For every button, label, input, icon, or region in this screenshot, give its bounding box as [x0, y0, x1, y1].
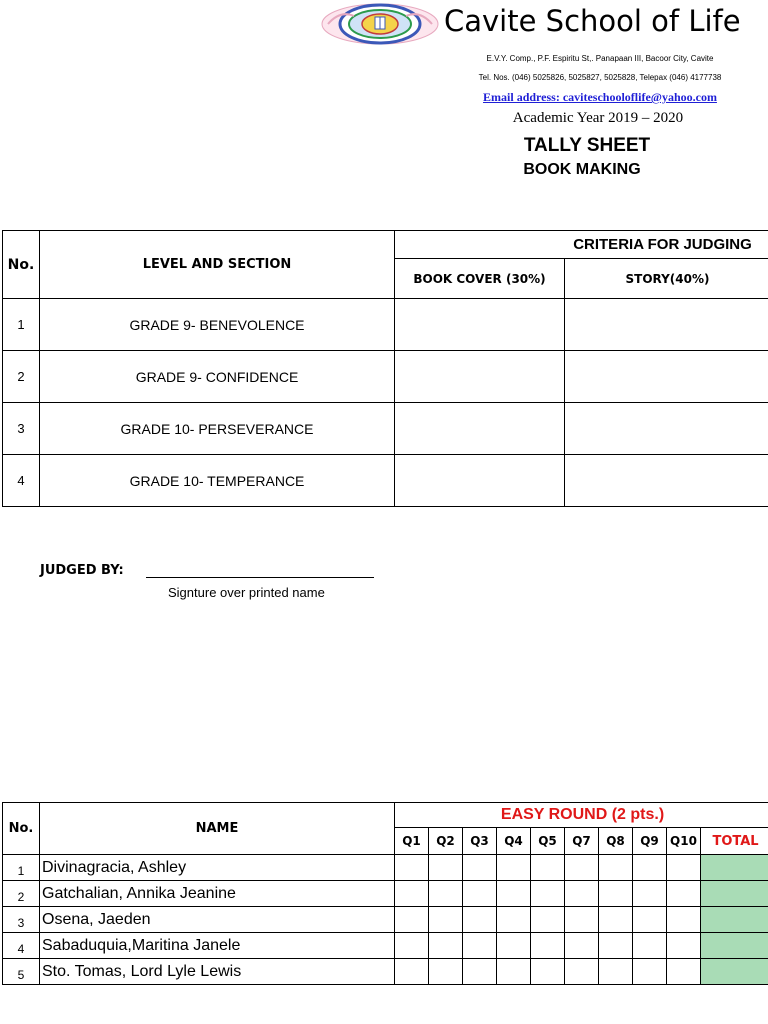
score-cell[interactable] — [497, 933, 531, 959]
criteria-table — [2, 230, 768, 507]
row-number: 4 — [3, 933, 40, 959]
score-cell[interactable] — [497, 907, 531, 933]
col-header-no: No. — [3, 231, 40, 299]
score-cell[interactable] — [463, 933, 497, 959]
row-section: GRADE 9- BENEVOLENCE — [40, 299, 395, 351]
col-header-q2: Q2 — [429, 828, 463, 855]
row-number: 4 — [3, 455, 40, 507]
total-cell[interactable] — [701, 959, 768, 985]
score-cell[interactable] — [633, 881, 667, 907]
col-header-q5: Q5 — [531, 828, 565, 855]
total-cell[interactable] — [701, 933, 768, 959]
score-cell[interactable] — [667, 959, 701, 985]
table-row — [3, 299, 768, 351]
table-row — [3, 959, 768, 985]
score-cell[interactable] — [531, 959, 565, 985]
score-cell[interactable] — [429, 881, 463, 907]
sheet-title: TALLY SHEET — [523, 135, 651, 156]
score-cell[interactable] — [463, 959, 497, 985]
col-header-book-cover: BOOK COVER (30%) — [395, 259, 565, 299]
score-cell[interactable] — [463, 855, 497, 881]
score-cell[interactable] — [565, 881, 599, 907]
score-cell[interactable] — [667, 881, 701, 907]
score-cell[interactable] — [531, 855, 565, 881]
row-number: 3 — [3, 403, 40, 455]
book-cover-score-cell[interactable] — [395, 299, 565, 351]
score-cell[interactable] — [429, 907, 463, 933]
score-cell[interactable] — [463, 881, 497, 907]
email-link[interactable]: Email address: caviteschooloflife@yahoo.com — [483, 90, 717, 104]
criteria-header: CRITERIA FOR JUDGING — [395, 231, 768, 259]
score-cell[interactable] — [599, 881, 633, 907]
score-cell[interactable] — [531, 881, 565, 907]
contestant-name: Sabaduquia,Maritina Janele — [40, 933, 395, 959]
sheet-subtitle: BOOK MAKING — [523, 161, 641, 178]
row-number: 2 — [3, 881, 40, 907]
school-telephone: Tel. Nos. (046) 5025826, 5025827, 5025828, Telepax (046) 4177738 — [478, 73, 722, 82]
col-header-q7: Q7 — [565, 828, 599, 855]
story-score-cell[interactable] — [565, 299, 768, 351]
easy-round-header: EASY ROUND (2 pts.) — [395, 803, 768, 828]
score-cell[interactable] — [565, 959, 599, 985]
col-header-q8: Q8 — [599, 828, 633, 855]
col-header-q1: Q1 — [395, 828, 429, 855]
row-number: 5 — [3, 959, 40, 985]
easy-round-table — [2, 802, 768, 985]
table-row — [3, 933, 768, 959]
row-section: GRADE 10- PERSEVERANCE — [40, 403, 395, 455]
table-row — [3, 403, 768, 455]
score-cell[interactable] — [633, 959, 667, 985]
table-row — [3, 881, 768, 907]
table-row — [3, 855, 768, 881]
row-section: GRADE 10- TEMPERANCE — [40, 455, 395, 507]
score-cell[interactable] — [599, 907, 633, 933]
row-number: 1 — [3, 855, 40, 881]
score-cell[interactable] — [429, 933, 463, 959]
score-cell[interactable] — [565, 855, 599, 881]
score-cell[interactable] — [599, 933, 633, 959]
score-cell[interactable] — [395, 907, 429, 933]
col-header-name: NAME — [40, 803, 395, 855]
score-cell[interactable] — [667, 855, 701, 881]
score-cell[interactable] — [429, 855, 463, 881]
score-cell[interactable] — [531, 907, 565, 933]
score-cell[interactable] — [565, 907, 599, 933]
score-cell[interactable] — [599, 959, 633, 985]
score-cell[interactable] — [395, 855, 429, 881]
signature-caption: Signture over printed name — [168, 585, 325, 600]
col-header-q4: Q4 — [497, 828, 531, 855]
score-cell[interactable] — [395, 959, 429, 985]
contestant-name: Gatchalian, Annika Jeanine — [40, 881, 395, 907]
table-row — [3, 455, 768, 507]
story-score-cell[interactable] — [565, 351, 768, 403]
col-header-no: No. — [3, 803, 40, 855]
total-cell[interactable] — [701, 907, 768, 933]
school-logo-icon — [320, 2, 440, 46]
book-cover-score-cell[interactable] — [395, 455, 565, 507]
score-cell[interactable] — [599, 855, 633, 881]
score-cell[interactable] — [667, 907, 701, 933]
row-number: 1 — [3, 299, 40, 351]
school-name: Cavite School of Life — [444, 4, 741, 38]
col-header-story: STORY(40%) — [565, 259, 768, 299]
col-header-q9: Q9 — [633, 828, 667, 855]
score-cell[interactable] — [667, 933, 701, 959]
col-header-level-section: LEVEL AND SECTION — [40, 231, 395, 299]
academic-year: Academic Year 2019 – 2020 — [512, 110, 684, 126]
col-header-total: TOTAL — [701, 828, 768, 855]
score-cell[interactable] — [463, 907, 497, 933]
judged-by-label: JUDGED BY: — [40, 563, 124, 578]
contestant-name: Sto. Tomas, Lord Lyle Lewis — [40, 959, 395, 985]
score-cell[interactable] — [497, 959, 531, 985]
row-number: 3 — [3, 907, 40, 933]
school-address: E.V.Y. Comp., P.F. Espiritu St,. Panapaan III, Bacoor City, Cavite — [486, 54, 714, 63]
table-row — [3, 351, 768, 403]
contestant-name: Divinagracia, Ashley — [40, 855, 395, 881]
col-header-q10: Q10 — [667, 828, 701, 855]
story-score-cell[interactable] — [565, 403, 768, 455]
score-cell[interactable] — [633, 907, 667, 933]
score-cell[interactable] — [497, 881, 531, 907]
score-cell[interactable] — [497, 855, 531, 881]
book-cover-score-cell[interactable] — [395, 351, 565, 403]
score-cell[interactable] — [395, 881, 429, 907]
score-cell[interactable] — [633, 933, 667, 959]
signature-line[interactable] — [146, 577, 374, 578]
score-cell[interactable] — [633, 855, 667, 881]
score-cell[interactable] — [531, 933, 565, 959]
score-cell[interactable] — [429, 959, 463, 985]
total-cell[interactable] — [701, 881, 768, 907]
score-cell[interactable] — [395, 933, 429, 959]
table-row — [3, 907, 768, 933]
contestant-name: Osena, Jaeden — [40, 907, 395, 933]
row-number: 2 — [3, 351, 40, 403]
col-header-q3: Q3 — [463, 828, 497, 855]
row-section: GRADE 9- CONFIDENCE — [40, 351, 395, 403]
book-cover-score-cell[interactable] — [395, 403, 565, 455]
story-score-cell[interactable] — [565, 455, 768, 507]
total-cell[interactable] — [701, 855, 768, 881]
score-cell[interactable] — [565, 933, 599, 959]
